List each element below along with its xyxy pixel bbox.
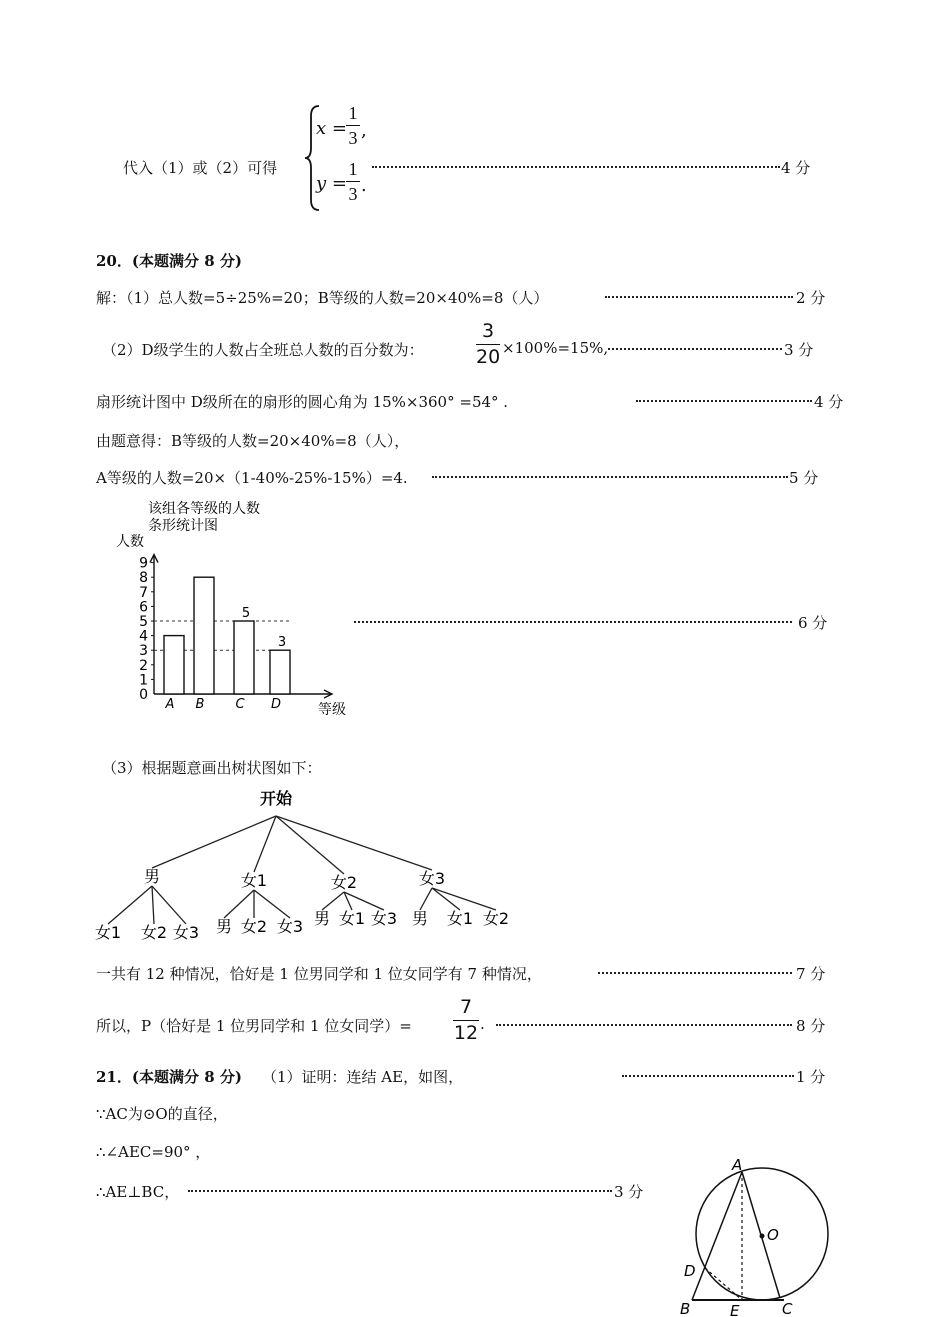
q20-heading: 20．(本题满分 8 分) bbox=[96, 252, 242, 270]
q20-line4: 由题意得：B等级的人数=20×40%=8（人）， bbox=[96, 432, 410, 450]
eq2-fraction: 1 3 bbox=[346, 160, 360, 203]
q21-line2: ∵AC为⊙O的直径， bbox=[96, 1105, 228, 1123]
tree-branch bbox=[224, 890, 254, 918]
bar-A bbox=[164, 636, 184, 694]
eq1-lhs: x = bbox=[316, 118, 347, 139]
tree-node-level2: 男 bbox=[313, 909, 331, 928]
y-tick-label: 0 bbox=[139, 687, 148, 703]
bar-B bbox=[194, 577, 214, 694]
q20-line2-post: ×100%=15%, bbox=[502, 339, 609, 357]
circle-geometry-figure bbox=[676, 1152, 836, 1317]
x-axis-label: 等级 bbox=[318, 702, 346, 718]
q20-line8-tail: . bbox=[480, 1015, 485, 1033]
dotted-leader bbox=[496, 1024, 792, 1026]
y-tick-label: 4 bbox=[139, 628, 148, 645]
y-tick-label: 7 bbox=[139, 584, 148, 601]
y-tick-label: 2 bbox=[139, 657, 148, 674]
bar-D bbox=[270, 650, 290, 694]
q20-line5: A等级的人数=20×（1-40%-25%-15%）=4. bbox=[96, 469, 408, 487]
q20-line8: 所以，P（恰好是 1 位男同学和 1 位女同学）= bbox=[96, 1017, 412, 1035]
tree-node-level2: 女2 bbox=[140, 923, 168, 942]
data-label: 5 bbox=[241, 606, 251, 621]
y-tick-label: 3 bbox=[139, 643, 148, 660]
score-label: 3 分 bbox=[614, 1183, 644, 1201]
score-label: 6 分 bbox=[798, 614, 828, 632]
tree-node-level1: 女2 bbox=[330, 873, 358, 892]
tree-branch bbox=[254, 890, 290, 918]
label-a: A bbox=[732, 1156, 743, 1174]
label-c: C bbox=[782, 1300, 793, 1317]
tree-branch bbox=[152, 816, 276, 868]
dotted-leader bbox=[598, 972, 792, 974]
dotted-leader bbox=[605, 296, 793, 298]
data-label: 3 bbox=[277, 635, 287, 651]
tree-node-level2: 女2 bbox=[240, 917, 268, 936]
tree-branch bbox=[322, 892, 344, 910]
tree-branch bbox=[344, 892, 384, 910]
y-tick-label: 8 bbox=[139, 570, 148, 587]
tree-root: 开始 bbox=[259, 789, 293, 808]
fraction-3-20: 3 20 bbox=[476, 320, 501, 368]
dotted-leader bbox=[432, 476, 788, 478]
dotted-leader bbox=[354, 621, 792, 623]
y-tick-label: 9 bbox=[139, 555, 148, 572]
tree-node-level1: 女1 bbox=[240, 871, 268, 890]
score-label: 8 分 bbox=[796, 1017, 826, 1035]
q20-tree-intro: （3）根据题意画出树状图如下： bbox=[102, 759, 322, 777]
label-b: B bbox=[680, 1300, 691, 1317]
dotted-leader bbox=[608, 348, 782, 350]
chart-title: 该组各等级的人数 bbox=[148, 501, 260, 517]
score-label: 5 分 bbox=[789, 469, 819, 487]
tree-branch bbox=[276, 816, 432, 870]
category-label: B bbox=[195, 697, 205, 712]
tree-diagram bbox=[90, 786, 530, 950]
tree-branch bbox=[108, 886, 152, 924]
dotted-leader bbox=[636, 400, 812, 402]
eq1-tail: , bbox=[361, 120, 367, 141]
tree-branch bbox=[432, 888, 460, 910]
q20-line3: 扇形统计图中 D级所在的扇形的圆心角为 15%×360° =54° . bbox=[96, 393, 509, 411]
q20-line7: 一共有 12 种情况，恰好是 1 位男同学和 1 位女同学有 7 种情况， bbox=[96, 965, 542, 983]
tree-branch bbox=[420, 888, 432, 910]
tree-branch bbox=[276, 816, 344, 874]
chart-subtitle: 条形统计图 bbox=[148, 518, 218, 534]
score-label: 3 分 bbox=[784, 341, 814, 359]
eq2-lhs: y = bbox=[316, 173, 347, 194]
tree-node-level2: 女1 bbox=[338, 909, 366, 928]
tree-branch bbox=[432, 888, 496, 910]
dotted-leader bbox=[372, 166, 780, 168]
category-label: C bbox=[235, 697, 245, 712]
q21-line1: （1）证明：连结 AE，如图， bbox=[262, 1068, 464, 1086]
tree-node-level2: 男 bbox=[215, 917, 233, 936]
dotted-leader bbox=[622, 1075, 794, 1077]
tree-node-level2: 男 bbox=[411, 909, 429, 928]
bar-C bbox=[234, 621, 254, 694]
fraction-7-12: 7 12 bbox=[453, 996, 479, 1044]
score-label: 4 分 bbox=[814, 393, 844, 411]
label-o: O bbox=[767, 1226, 779, 1244]
label-e: E bbox=[730, 1302, 740, 1317]
y-tick-label: 5 bbox=[139, 614, 148, 630]
q20-line1: 解：（1）总人数=5÷25%=20；B等级的人数=20×40%=8（人） bbox=[96, 289, 549, 307]
eq2-tail: . bbox=[361, 175, 367, 196]
category-label: D bbox=[270, 697, 282, 712]
tree-node-level2: 女1 bbox=[94, 923, 122, 942]
score-label: 4 分 bbox=[781, 159, 811, 177]
q20-line2: （2）D级学生的人数占全班总人数的百分数为： bbox=[102, 341, 424, 359]
category-label: A bbox=[165, 697, 175, 712]
q21-heading: 21．(本题满分 8 分) bbox=[96, 1068, 242, 1086]
tree-node-level2: 女3 bbox=[370, 909, 398, 928]
tree-branch bbox=[152, 886, 186, 924]
score-label: 7 分 bbox=[796, 965, 826, 983]
q21-line4: ∴AE⊥BC， bbox=[96, 1183, 180, 1201]
tree-node-level2: 女3 bbox=[276, 917, 304, 936]
tree-node-level1: 男 bbox=[143, 867, 161, 886]
dotted-leader bbox=[188, 1190, 612, 1192]
q21-line3: ∴∠AEC=90° ， bbox=[96, 1143, 211, 1161]
tree-branch bbox=[152, 886, 154, 924]
bar-chart bbox=[100, 496, 360, 720]
eq1-fraction: 1 3 bbox=[346, 104, 360, 147]
tree-node-level2: 女2 bbox=[482, 909, 510, 928]
tree-node-level1: 女3 bbox=[418, 869, 446, 888]
tree-node-level2: 女1 bbox=[446, 909, 474, 928]
label-d: D bbox=[684, 1262, 696, 1280]
substitution-text: 代入（1）或（2）可得 bbox=[123, 159, 278, 177]
y-axis-label: 人数 bbox=[116, 534, 144, 550]
score-label: 1 分 bbox=[796, 1068, 826, 1086]
y-tick-label: 6 bbox=[139, 599, 148, 616]
tree-node-level2: 女3 bbox=[172, 923, 200, 942]
y-tick-label: 1 bbox=[139, 672, 148, 689]
score-label: 2 分 bbox=[796, 289, 826, 307]
